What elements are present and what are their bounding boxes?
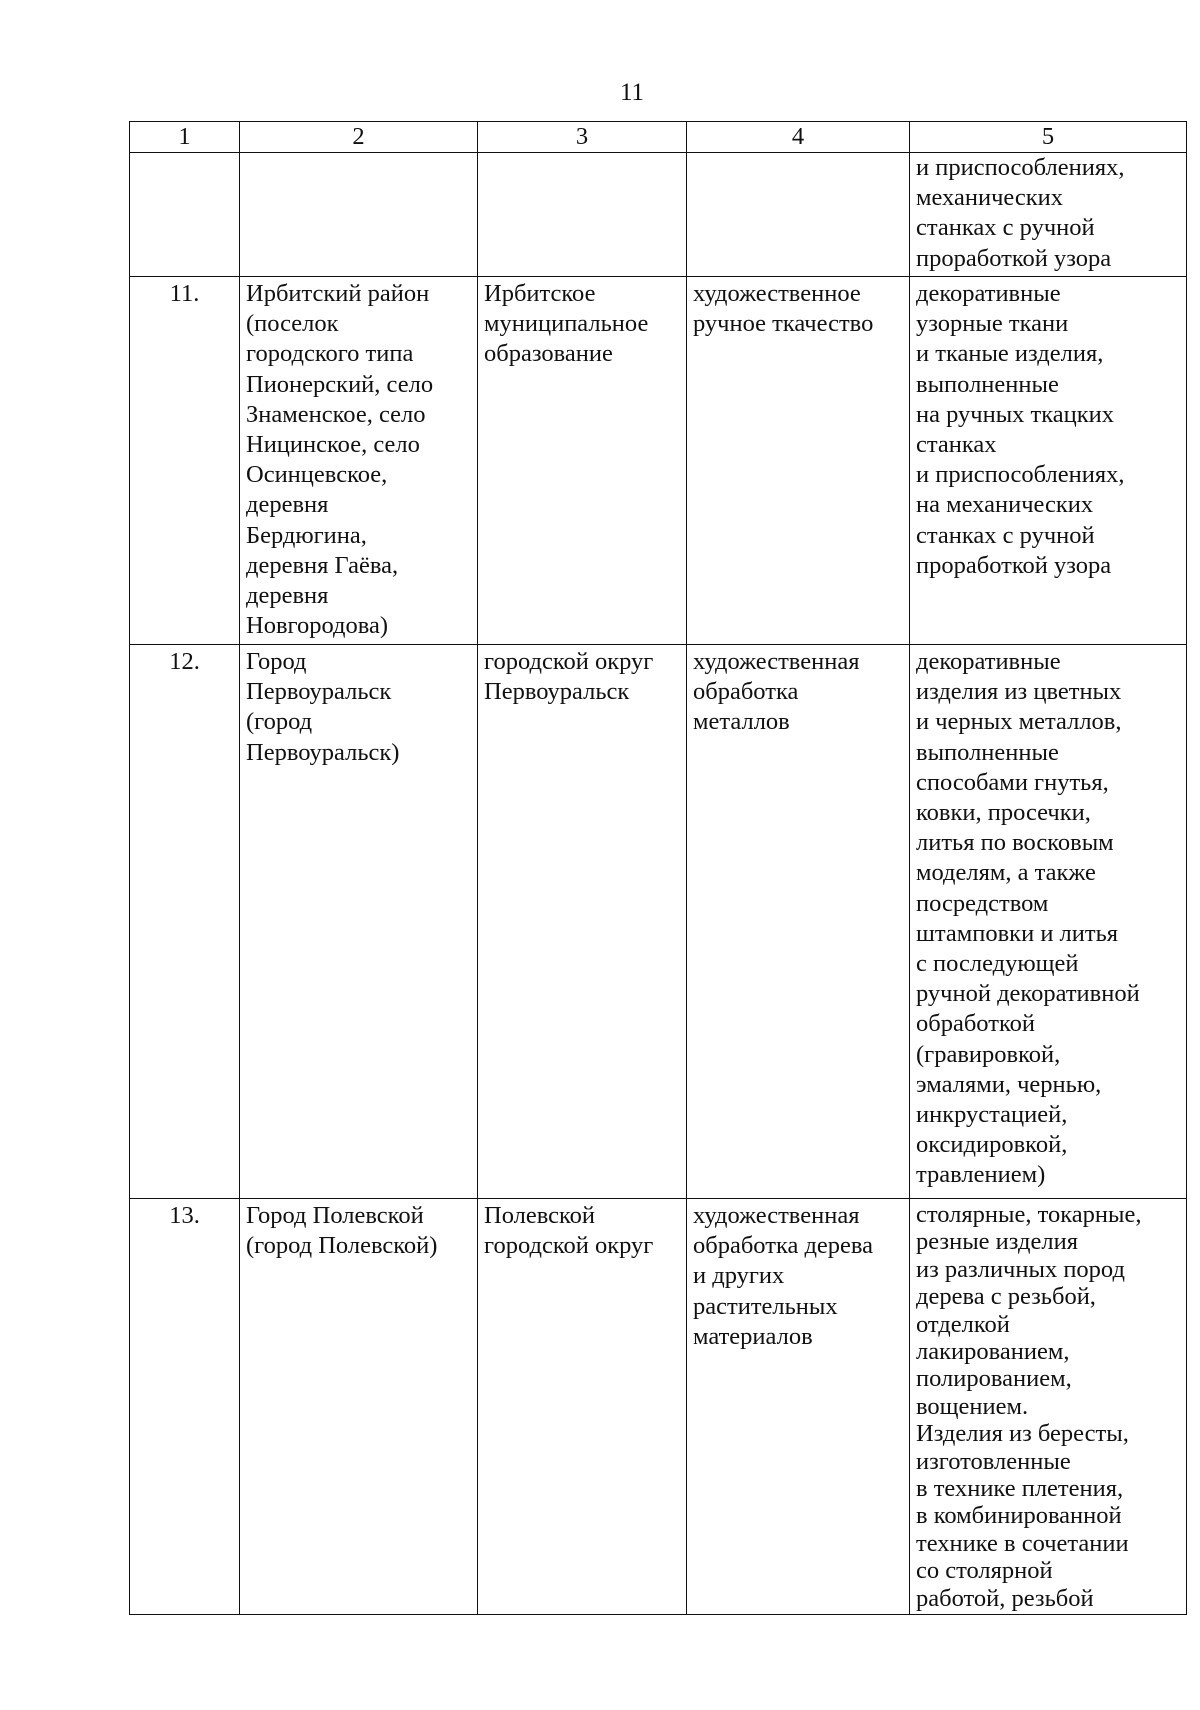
text-line: литья по восковым <box>916 829 1114 857</box>
text-line: резные изделия <box>916 1228 1078 1256</box>
table-row-continuation <box>130 153 1187 277</box>
text-line: Знаменское, село <box>246 400 426 428</box>
text-line: Осинцевское, <box>246 461 388 489</box>
text-line: декоративные <box>916 648 1061 675</box>
text-line: с последующей <box>916 950 1079 978</box>
text-line: посредством <box>916 889 1049 917</box>
text-line: деревня Гаёва, <box>246 551 399 579</box>
row-number: 13. <box>130 1199 240 1615</box>
crafts-registry-table <box>129 121 1187 1615</box>
text-line: материалов <box>693 1322 813 1350</box>
text-line: художественная <box>693 1202 860 1229</box>
text-line: Пионерский, село <box>246 370 434 398</box>
text-line: Новгородова) <box>246 612 388 640</box>
column-header-2: 2 <box>240 122 478 153</box>
text-line: и приспособлениях, <box>916 461 1125 489</box>
craft-cell <box>687 645 910 1199</box>
text-line: способами гнутья, <box>916 768 1109 796</box>
text-line: Изделия из бересты, <box>916 1420 1129 1448</box>
text-line: эмалями, чернью, <box>916 1070 1102 1098</box>
municipality-cell <box>478 645 687 1199</box>
description-cell <box>910 277 1187 645</box>
text-line: обработка <box>693 678 799 706</box>
municipality-cell <box>478 277 687 645</box>
text-line: дерева с резьбой, <box>916 1283 1096 1311</box>
column-header-1: 1 <box>130 122 240 153</box>
table-row <box>130 1199 1187 1615</box>
text-line: образование <box>484 340 613 368</box>
text-line: и других <box>693 1262 785 1290</box>
text-line: узорные ткани <box>916 310 1069 338</box>
table-header-row <box>130 122 1187 153</box>
text-line: художественная <box>693 648 860 675</box>
locality-cell <box>240 277 478 645</box>
text-line: моделям, а также <box>916 859 1096 887</box>
text-line: столярные, токарные, <box>916 1201 1142 1228</box>
cell-empty <box>478 153 687 277</box>
text-line: ручной декоративной <box>916 980 1140 1008</box>
text-line: городской округ <box>484 1232 654 1260</box>
text-line: проработкой узора <box>916 244 1112 272</box>
text-line: станках с ручной <box>916 521 1095 549</box>
text-line: из различных пород <box>916 1255 1125 1283</box>
text-line: и тканые изделия, <box>916 340 1104 368</box>
text-line: городской округ <box>484 648 654 675</box>
text-line: работой, резьбой <box>916 1584 1094 1612</box>
text-line: Первоуральск) <box>246 738 400 766</box>
text-line: деревня <box>246 491 329 519</box>
cell-empty <box>687 153 910 277</box>
text-line: обработкой <box>916 1010 1035 1038</box>
text-line: изготовленные <box>916 1447 1071 1475</box>
description-cell <box>910 153 1187 277</box>
text-line: станках с ручной <box>916 214 1095 242</box>
locality-cell <box>240 1199 478 1615</box>
text-line: Ирбитский район <box>246 280 430 307</box>
text-line: Полевской <box>484 1202 596 1229</box>
text-line: Первоуральск <box>246 678 392 706</box>
craft-cell <box>687 277 910 645</box>
text-line: на механических <box>916 491 1094 519</box>
text-line: Первоуральск <box>484 678 630 706</box>
text-line: городского типа <box>246 340 414 368</box>
text-line: со столярной <box>916 1557 1053 1585</box>
column-header-3: 3 <box>478 122 687 153</box>
text-line: выполненные <box>916 370 1059 398</box>
text-line: Ирбитское <box>484 280 596 307</box>
text-line: станках <box>916 431 997 459</box>
text-line: (город Полевской) <box>246 1232 438 1260</box>
text-line: травлением) <box>916 1161 1046 1189</box>
text-line: отделкой <box>916 1310 1010 1338</box>
text-line: Ницинское, село <box>246 431 420 459</box>
text-line: художественное <box>693 280 861 307</box>
text-line: (город <box>246 708 313 736</box>
text-line: декоративные <box>916 280 1061 307</box>
text-line: инкрустацией, <box>916 1101 1068 1129</box>
text-line: Бердюгина, <box>246 521 367 549</box>
text-line: проработкой узора <box>916 551 1112 579</box>
cell-empty <box>240 153 478 277</box>
cell-empty <box>130 153 240 277</box>
text-line: в комбинированной <box>916 1502 1122 1530</box>
text-line: деревня <box>246 582 329 610</box>
text-line: ковки, просечки, <box>916 799 1091 827</box>
text-line: вощением. <box>916 1392 1029 1420</box>
row-number: 12. <box>130 645 240 1199</box>
text-line: изделия из цветных <box>916 678 1122 706</box>
text-line: Город <box>246 648 307 675</box>
craft-cell <box>687 1199 910 1615</box>
text-line: выполненные <box>916 738 1059 766</box>
row-number: 11. <box>130 277 240 645</box>
text-line: на ручных ткацких <box>916 400 1115 428</box>
page-number: 11 <box>619 79 645 106</box>
text-line: ручное ткачество <box>693 310 874 338</box>
text-line: металлов <box>693 708 790 736</box>
table-row <box>130 277 1187 645</box>
text-line: (поселок <box>246 310 339 338</box>
text-line: и приспособлениях, <box>916 154 1125 181</box>
text-line: (гравировкой, <box>916 1040 1061 1068</box>
municipality-cell <box>478 1199 687 1615</box>
text-line: и черных металлов, <box>916 708 1122 736</box>
locality-cell <box>240 645 478 1199</box>
text-line: штамповки и литья <box>916 919 1119 947</box>
text-line: обработка дерева <box>693 1232 874 1260</box>
text-line: Город Полевской <box>246 1202 424 1229</box>
text-line: полированием, <box>916 1365 1072 1393</box>
text-line: муниципальное <box>484 310 649 338</box>
text-line: в технике плетения, <box>916 1475 1124 1503</box>
text-line: оксидировкой, <box>916 1131 1068 1159</box>
description-cell <box>910 645 1187 1199</box>
text-line: растительных <box>693 1292 838 1320</box>
column-header-5: 5 <box>910 122 1187 153</box>
text-line: технике в сочетании <box>916 1529 1129 1557</box>
text-line: лакированием, <box>916 1338 1070 1366</box>
text-line: механических <box>916 184 1064 212</box>
description-cell <box>910 1199 1187 1615</box>
column-header-4: 4 <box>687 122 910 153</box>
table-row <box>130 645 1187 1199</box>
